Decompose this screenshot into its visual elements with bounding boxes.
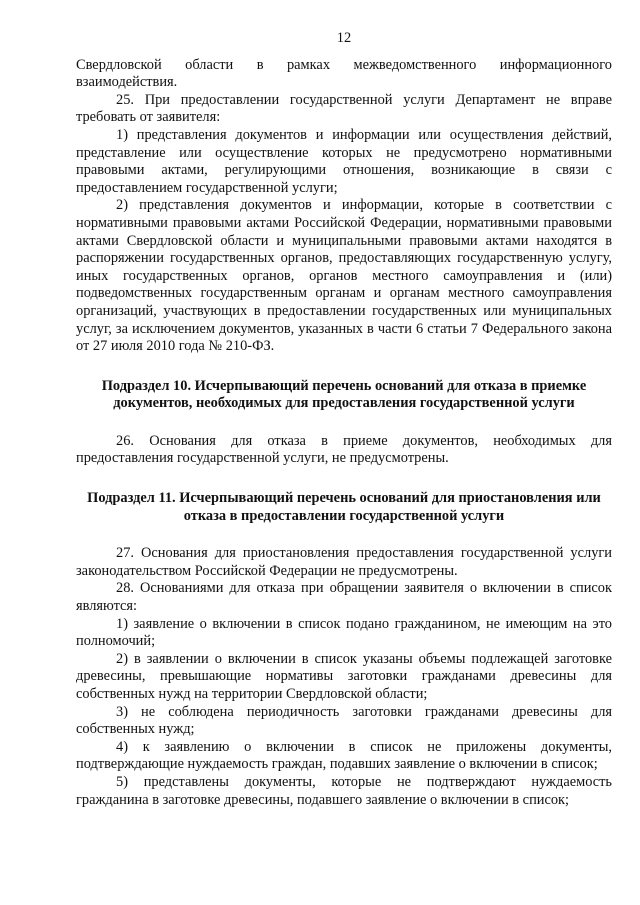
paragraph-item-25-1: 1) представления документов и информации или осуществления действий, представление или осуществление которых не предусмотрено нормативными правовыми актами, регулирующими отношения, возникающие в связи с предоставлением государственной услуги; bbox=[76, 126, 612, 196]
paragraph-item-28: 28. Основаниями для отказа при обращении заявителя о включении в список являются: bbox=[76, 580, 612, 615]
document-page bbox=[76, 30, 612, 809]
paragraph-item-28-2: 2) в заявлении о включении в список указаны объемы подлежащей заготовке древесины, превышающие нормативы заготовки гражданами древесины для собственных нужд на территории Свердловской области; bbox=[76, 650, 612, 702]
paragraph-item-25: 25. При предоставлении государственной услуги Департамент не вправе требовать от заявителя: bbox=[76, 91, 612, 126]
paragraph-item-28-3: 3) не соблюдена периодичность заготовки гражданами древесины для собственных нужд; bbox=[76, 703, 612, 738]
paragraph-item-28-5: 5) представлены документы, которые не подтверждают нуждаемость гражданина в заготовке древесины, подавшего заявление о включении в список; bbox=[76, 773, 612, 808]
paragraph-item-27: 27. Основания для приостановления предоставления государственной услуги законодательством Российской Федерации не предусмотрены. bbox=[76, 545, 612, 579]
subsection-heading-11: Подраздел 11. Исчерпывающий перечень оснований для приостановления или отказа в предоставлении государственной услуги bbox=[87, 490, 601, 524]
paragraph-item-25-2: 2) представления документов и информации, которые в соответствии с нормативными правовыми актами Российской Федерации, нормативными правовыми актами Свердловской области и муниципальными правовыми актами находятся в распоряжении государственных органов, предоставляющих государственную услугу, иных государственных органов, органов местного самоуправления и (или) подведомственных государственным органам и органам местного самоуправления организаций, участвующих в предоставлении государственных или муниципальных услуг, за исключением документов, указанных в части 6 статьи 7 Федерального закона от 27 июля 2010 года № 210-ФЗ. bbox=[76, 197, 612, 355]
paragraph-item-28-1: 1) заявление о включении в список подано гражданином, не имеющим на это полномочий; bbox=[76, 615, 612, 650]
paragraph-continuation: Свердловской области в рамках межведомственного информационного взаимодействия. bbox=[76, 56, 612, 91]
paragraph-item-26: 26. Основания для отказа в приеме документов, необходимых для предоставления государственной услуги, не предусмотрены. bbox=[76, 432, 612, 467]
subsection-heading-10: Подраздел 10. Исчерпывающий перечень оснований для отказа в приемке документов, необходимых для предоставления государственной услуги bbox=[101, 377, 587, 412]
paragraph-item-28-4: 4) к заявлению о включении в список не приложены документы, подтверждающие нуждаемость граждан, подавших заявление о включении в список; bbox=[76, 738, 612, 773]
page-number: 12 bbox=[336, 30, 352, 46]
